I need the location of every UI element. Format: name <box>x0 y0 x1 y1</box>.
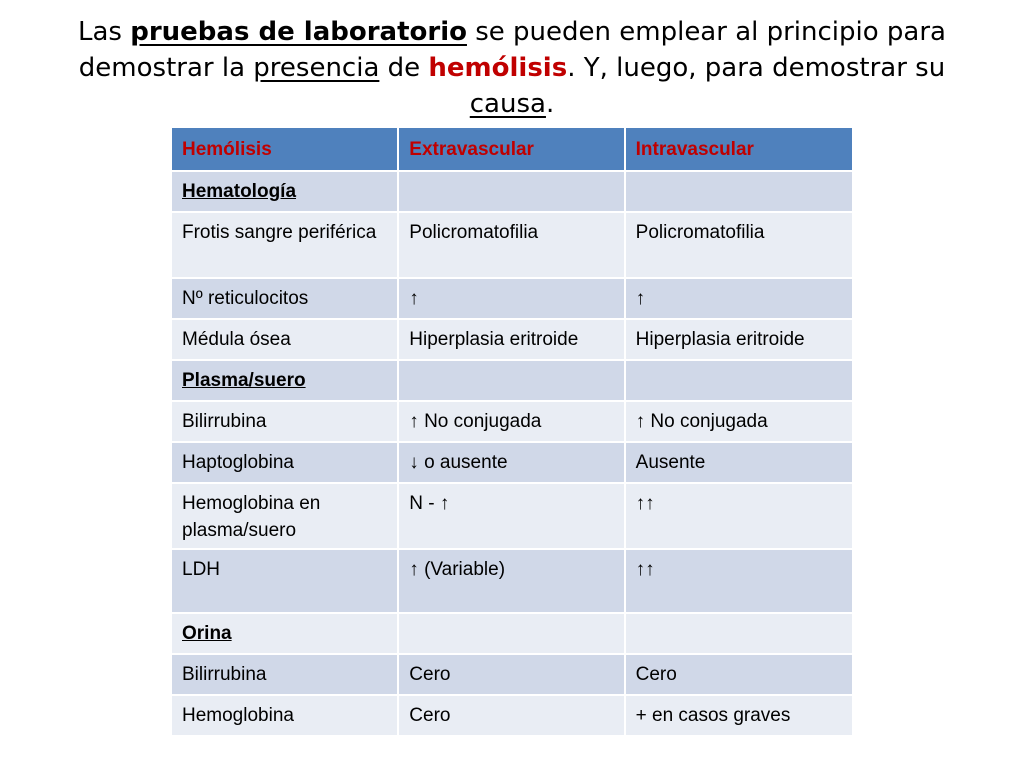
table-row <box>171 278 853 319</box>
row-label: LDH <box>171 549 398 613</box>
title-lab-tests: pruebas de laboratorio <box>130 17 467 47</box>
cell-extravascular <box>398 360 624 401</box>
title-text-2: se pueden emplear al principio para demostrar la <box>78 17 946 83</box>
section-label: Plasma/suero <box>182 370 306 391</box>
cell-extravascular: ↓ o ausente <box>398 442 624 483</box>
table-row <box>171 549 853 613</box>
section-label: Hematología <box>182 181 297 202</box>
table-row-section-orina <box>171 613 853 654</box>
cell-extravascular <box>398 171 624 212</box>
cell-intravascular: ↑ <box>625 278 853 319</box>
row-label <box>171 360 398 401</box>
table-row <box>171 212 853 278</box>
cell-extravascular: ↑ No conjugada <box>398 401 624 442</box>
row-label: Bilirrubina <box>171 654 398 695</box>
cell-intravascular: Cero <box>625 654 853 695</box>
cell-intravascular: ↑↑ <box>625 549 853 613</box>
cell-intravascular: ↑ No conjugada <box>625 401 853 442</box>
cell-intravascular <box>625 171 853 212</box>
title-text-1: Las <box>77 17 131 47</box>
cell-intravascular: Hiperplasia eritroide <box>625 319 853 360</box>
row-label <box>171 613 398 654</box>
cell-intravascular: Policromatofilia <box>625 212 853 278</box>
row-label <box>171 171 398 212</box>
title-cause: causa <box>469 89 546 119</box>
row-label: Haptoglobina <box>171 442 398 483</box>
cell-intravascular: + en casos graves <box>625 695 853 736</box>
row-label: Nº reticulocitos <box>171 278 398 319</box>
table-row <box>171 401 853 442</box>
cell-extravascular <box>398 613 624 654</box>
header-hemolysis: Hemólisis <box>171 127 398 171</box>
cell-intravascular <box>625 360 853 401</box>
cell-intravascular: ↑↑ <box>625 483 853 549</box>
table-row <box>171 695 853 736</box>
row-label: Frotis sangre periférica <box>171 212 398 278</box>
table-row <box>171 319 853 360</box>
table-header-row <box>171 127 853 171</box>
section-label: Orina <box>182 623 232 644</box>
title-presence: presencia <box>253 53 380 83</box>
cell-extravascular: Cero <box>398 695 624 736</box>
title-text-4: . Y, luego, para demostrar su <box>567 53 946 83</box>
row-label: Bilirrubina <box>171 401 398 442</box>
table-row <box>171 483 853 549</box>
cell-extravascular: Hiperplasia eritroide <box>398 319 624 360</box>
cell-extravascular: N - ↑ <box>398 483 624 549</box>
row-label: Hemoglobina <box>171 695 398 736</box>
hemolysis-lab-table <box>170 126 854 737</box>
title-text-5: . <box>545 89 555 119</box>
cell-intravascular <box>625 613 853 654</box>
header-extravascular: Extravascular <box>398 127 624 171</box>
cell-extravascular: ↑ <box>398 278 624 319</box>
row-label: Hemoglobina en plasma/suero <box>171 483 398 549</box>
row-label: Médula ósea <box>171 319 398 360</box>
table-row <box>171 654 853 695</box>
title-hemolysis: hemólisis <box>428 53 568 83</box>
table-row-section-hematologia <box>171 171 853 212</box>
header-intravascular: Intravascular <box>625 127 853 171</box>
cell-extravascular: ↑ (Variable) <box>398 549 624 613</box>
cell-intravascular: Ausente <box>625 442 853 483</box>
title-text-3: de <box>379 53 429 83</box>
slide-title <box>60 14 964 122</box>
cell-extravascular: Cero <box>398 654 624 695</box>
cell-extravascular: Policromatofilia <box>398 212 624 278</box>
table-row <box>171 442 853 483</box>
table-row-section-plasma <box>171 360 853 401</box>
